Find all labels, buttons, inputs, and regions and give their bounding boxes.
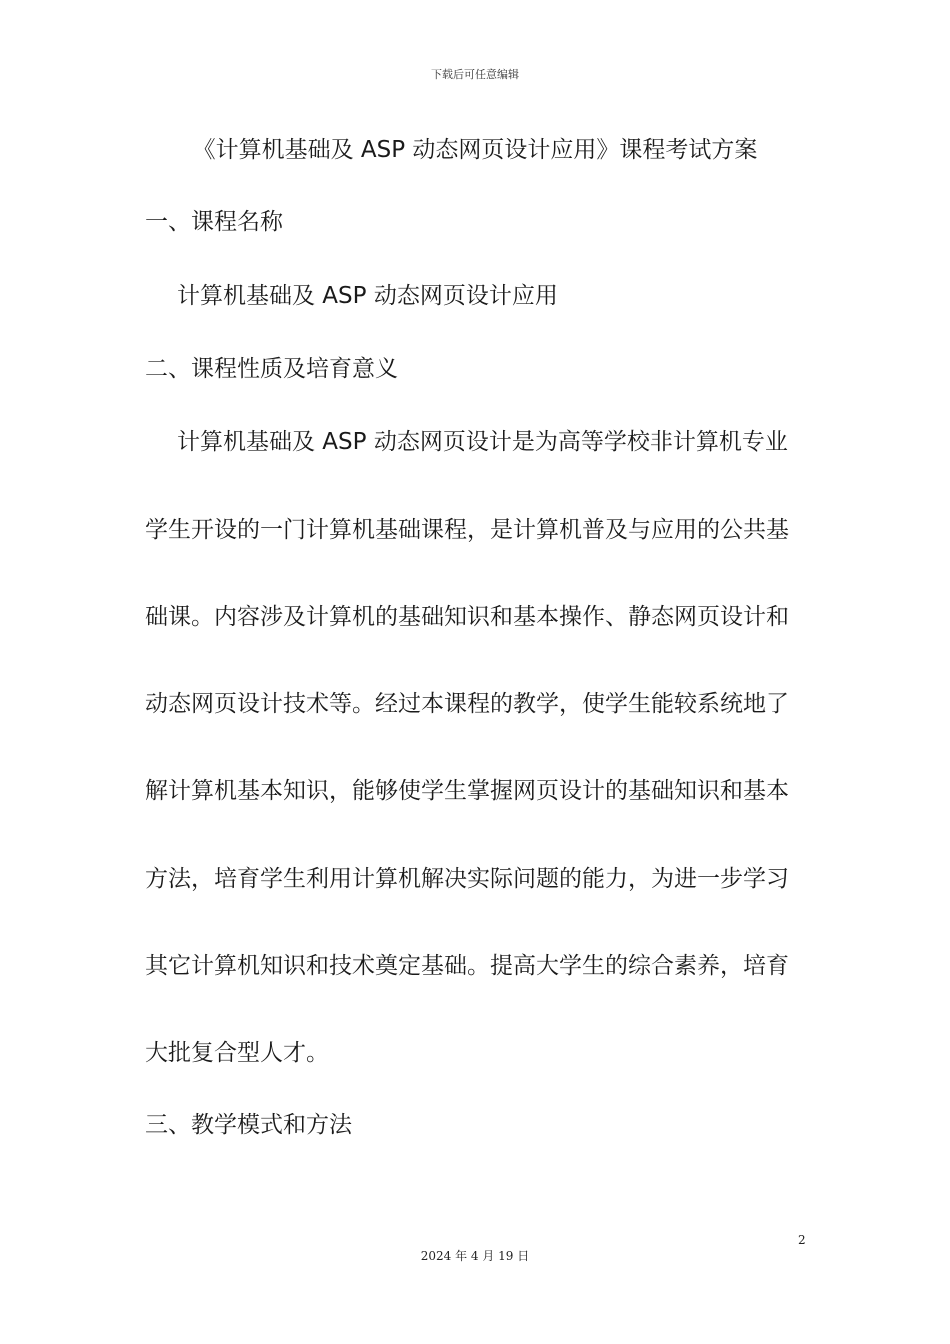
paragraph-line: 动态网页设计技术等。经过本课程的教学，使学生能较系统地了 [145,691,789,717]
section-heading-course-nature: 二、课程性质及培育意义 [145,356,398,382]
page-number: 2 [798,1233,806,1247]
footer-date: 2024 年 4 月 19 日 [420,1249,530,1263]
section-heading-course-name: 一、课程名称 [145,209,283,235]
paragraph-line: 础课。内容涉及计算机的基础知识和基本操作、静态网页设计和 [145,604,789,630]
paragraph-line: 学生开设的一门计算机基础课程，是计算机普及与应用的公共基 [145,517,789,543]
paragraph-line: 大批复合型人才。 [145,1040,329,1066]
section-heading-teaching-mode: 三、教学模式和方法 [145,1112,352,1138]
paragraph-line: 计算机基础及 ASP 动态网页设计是为高等学校非计算机专业 [177,429,788,455]
paragraph-line: 方法，培育学生利用计算机解决实际问题的能力，为进一步学习 [145,866,789,892]
document-title: 《计算机基础及 ASP 动态网页设计应用》课程考试方案 [192,137,758,163]
paragraph-line: 其它计算机知识和技术奠定基础。提高大学生的综合素养，培育 [145,953,789,979]
course-name-text: 计算机基础及 ASP 动态网页设计应用 [177,283,558,309]
paragraph-line: 解计算机基本知识，能够使学生掌握网页设计的基础知识和基本 [145,778,789,804]
header-note: 下载后可任意编辑 [431,68,519,81]
